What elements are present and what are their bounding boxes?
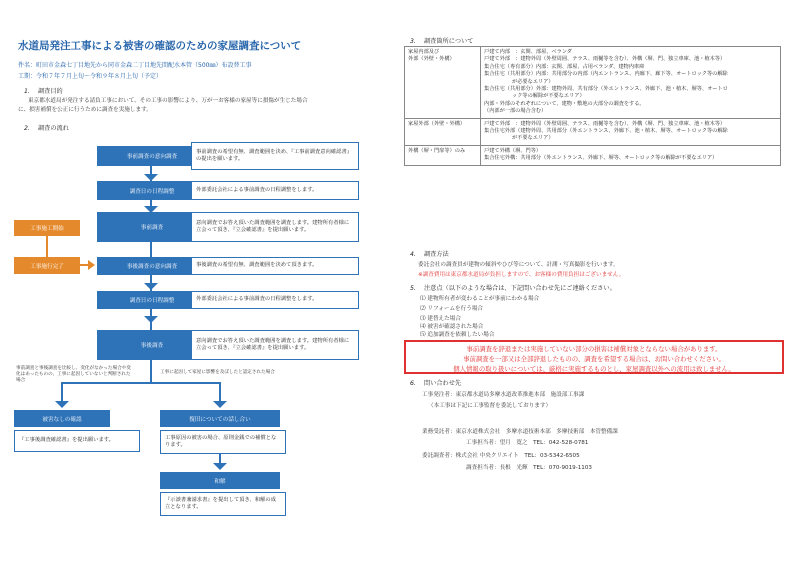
- location-details: 戸建て外構（塀、門等） 集合住宅外構：共用部分（外エントランス、外廊下、塀等、オートロック等の解除が不要なエリア）: [481, 145, 781, 165]
- construction-connector: [46, 236, 48, 257]
- result-no-damage-desc: 『工事後調査確認書』を提出願います。: [14, 430, 140, 452]
- subject-value: 町田市金森七丁目地先から同市金森二丁目地先間配水本管（500㎜）布設替工事: [36, 62, 252, 69]
- flow-step-schedule-2: 調査日の日程調整: [97, 291, 207, 309]
- purpose-text: 東京都水道局が発注する請負工事において、その工事の影響により、万が一お客様の家屋等に損傷が生じた場合 に、損害補償を公正に行うために調査を実施します。: [18, 98, 308, 113]
- location-details: 戸建て内部 ：玄関、部屋、ベランダ 戸建て外部 ：建物外周（外壁周囲、テラス、雨樋等を含む）、外構（塀、門、独立車庫、池・植木等） 集合住宅（専有部分）内部：玄関、部屋、占用ベランダ、建物内車庫 集合住宅（共用部分）内部：共用部分の内部（内エントランス、内廊下、廊下等、オートロック等の解除 が必要なエリア） 集合住宅（共用部分）外部：建物外周、共有部分（外エントランス、外廊下、池・植木、塀等、オートロ ック等の解除が不要なエリア） 内部・外部のそれぞれについて、建物・敷地の大部分の調査をする。 （内部が一部の場合含む）: [481, 47, 781, 119]
- method-note: ※調査費用は東京都水道局が負担しますので、お客様の費用負担はございません。: [418, 272, 625, 278]
- flow-step-post-intent-desc: 事後調査の希望有無、調査範囲を決めて頂きます。: [191, 257, 359, 275]
- subject-label: 件名：: [18, 62, 37, 69]
- section-caution-heading: 5. 注意点（以下のような場合は、下記問い合わせ先にご連絡ください。: [410, 285, 616, 292]
- table-row: [405, 118, 781, 145]
- section-purpose-heading: 1. 調査目的: [24, 88, 63, 95]
- construction-end-box: 工事施行完了: [14, 257, 80, 274]
- branch-left-note: 事前調査と事後調査を比較し、変化がなかった場合や変化はあったものの、工事に起因していないと判断された場合: [16, 366, 131, 384]
- table-row: [405, 47, 781, 119]
- contact-surveyor: 委託調査者：株式会社 中央クリエイト TEL：03-5342-6505: [422, 453, 580, 459]
- caution-item: ⑵ リフォームを行う場合: [420, 306, 484, 312]
- result-restoration-desc: 工事原因の被害の場合、原則金銭での補償となります。: [160, 430, 286, 454]
- contact-contractor-person: 工事担当者：望月 寛之 TEL：042-528-0781: [466, 440, 589, 446]
- location-category: 外構（塀・門扉等）のみ: [405, 145, 481, 165]
- contact-orderer: 工事発注者：東京都水道局多摩水道改革推進本部 施設部工事課: [422, 392, 585, 398]
- flow-arrow: [55, 401, 69, 408]
- table-row: [405, 145, 781, 165]
- flow-arrow: [144, 316, 158, 323]
- section-contact-heading: 6. 問い合わせ先: [410, 380, 462, 387]
- method-text: 委託会社の調査員が建物の傾斜やひび等について、計測・写真撮影を行います。: [418, 262, 619, 268]
- section-locations-heading: 3. 調査箇所について: [410, 38, 474, 45]
- flow-arrow: [144, 174, 158, 181]
- result-no-damage: 被害なしの確認: [14, 410, 110, 427]
- caution-item: ⑶ 建替えた場合: [420, 316, 461, 322]
- result-settlement-desc: 『示談書兼請求書』を提出して頂き、和解の成立となります。: [160, 492, 286, 516]
- location-category: 家屋内部及び 外部（外壁・外構）: [405, 47, 481, 119]
- flow-step-pre-intent-desc: 事前調査の希望有無、調査範囲を決め、『工事前調査意向確認書』の提出を願います。: [191, 142, 359, 170]
- construction-arrow: [88, 260, 95, 270]
- warning-box: 事前調査を辞退または実施していない部分の損害は補償対象とならない場合があります。 事前調査を一部又は全部辞退したものの、調査を希望する場合は、お問い合わせください。 個人情報の取り扱いについては、厳格に実施するものとし、家屋調査以外への流用は致しません。: [404, 340, 784, 374]
- contact-note: （本工事は下記に工事監督を委託しております）: [428, 403, 552, 409]
- flow-step-pre-survey-desc: 意向調査でお答え頂いた調査範囲を調査します。建物所有者様に立会って頂き、『立会確認書』を提出願います。: [191, 212, 359, 242]
- result-restoration: 復旧についての話し合い: [160, 410, 280, 427]
- flow-arrow: [213, 401, 227, 408]
- contact-surveyor-person: 調査担当者：長根 光輝 TEL：070-9019-1103: [466, 465, 592, 471]
- section-method-heading: 4. 調査方法: [410, 251, 449, 258]
- flow-step-post-intent: 事後調査の意向調査: [97, 257, 207, 275]
- flow-step-post-survey: 事後調査: [97, 330, 207, 360]
- flow-step-schedule-1-desc: 外部委託会社による事前調査の日程調整をします。: [191, 181, 359, 200]
- period-line: [18, 71, 162, 80]
- section-flow-heading: 2. 調査の流れ: [24, 125, 69, 132]
- subject-line: [18, 60, 251, 69]
- flow-step-pre-intent: 事前調査の意向調査: [97, 146, 207, 166]
- flow-step-schedule-2-desc: 外部委託会社による事前調査の日程調整をします。: [191, 291, 359, 309]
- location-category: 家屋外部（外壁・外構）: [405, 118, 481, 145]
- flow-step-pre-survey: 事前調査: [97, 212, 207, 242]
- period-label: 工期：: [18, 73, 37, 80]
- caution-item: ⑸ 追加調査を依頼したい場合: [420, 332, 495, 338]
- locations-table: [404, 46, 781, 166]
- caution-item: ⑷ 被害が確認された場合: [420, 324, 484, 330]
- contact-contractor: 業務受託者：東京水道株式会社 多摩水道技術本部 多摩技術部 本管整備課: [422, 429, 618, 435]
- location-details: 戸建て外部 ：建物外周（外壁周囲、テラス、雨樋等を含む）、外構（塀、門、独立車庫、池・植木等） 集合住宅外部（建物外周、共用部分（外エントランス、外廊下、池・植木、塀等、オートロック等の解除 が不要なエリア）: [481, 118, 781, 145]
- flow-step-post-survey-desc: 意向調査でお答え頂いた調査範囲を調査します。建物所有者様に立会って頂き、『立会確認書』を提出願います。: [191, 330, 359, 360]
- flow-arrow: [144, 283, 158, 290]
- result-settlement: 和解: [160, 472, 280, 489]
- flow-step-schedule-1: 調査日の日程調整: [97, 181, 207, 200]
- page-title: 水道局発注工事による被害の確認のための家屋調査について: [18, 40, 302, 52]
- branch-stem: [150, 360, 152, 382]
- branch-right-note: 工事に起因して家屋に影響を及ぼしたと認定された場合: [160, 370, 275, 375]
- construction-start-box: 工事施工開始: [14, 220, 80, 236]
- caution-item: ⑴ 建物所有者が変わることが事前にわかる場合: [420, 296, 540, 302]
- flow-arrow: [213, 463, 227, 470]
- period-value: 令和７年７月上旬～令和９年８月上旬（予定）: [36, 73, 163, 80]
